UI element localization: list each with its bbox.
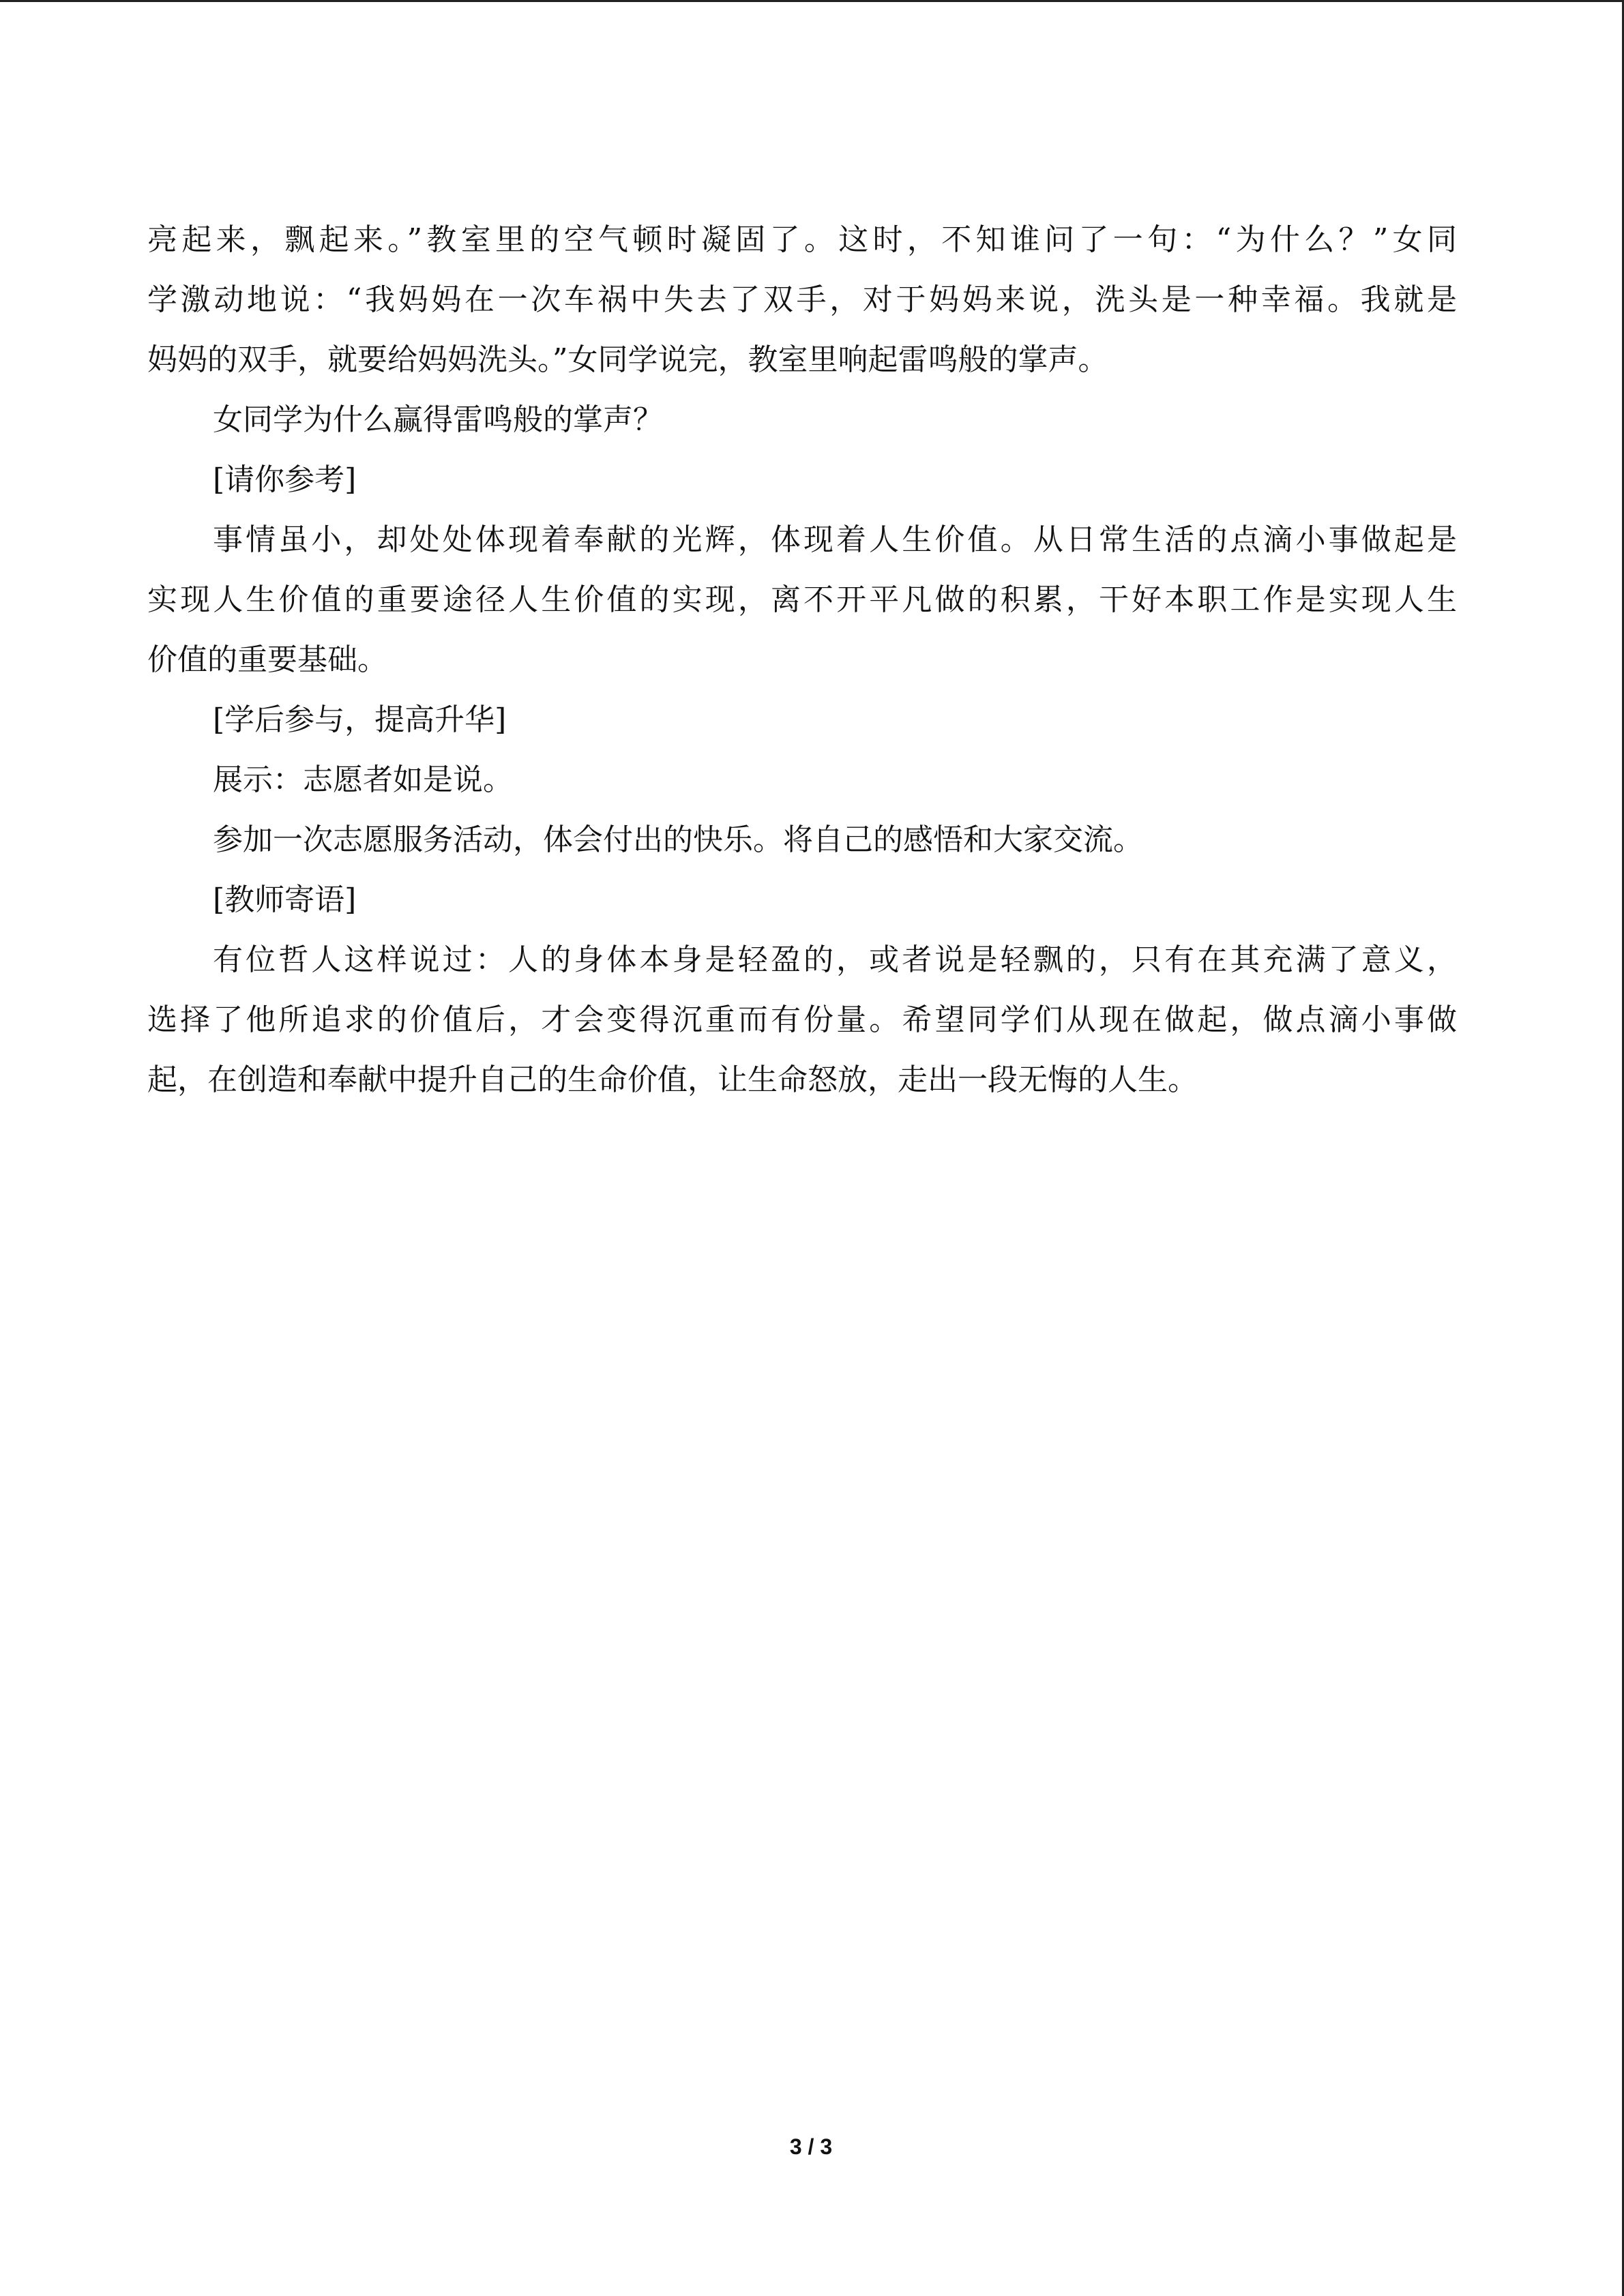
story-line-2: 学激动地说：“我妈妈在一次车祸中失去了双手，对于妈妈来说，洗头是一种幸福。我就是: [147, 282, 1457, 317]
question-paragraph: 女同学为什么赢得雷鸣般的掌声？: [213, 402, 663, 437]
reference-heading: [请你参考]: [213, 462, 357, 497]
reference-line-1: 事情虽小，却处处体现着奉献的光辉，体现着人生价值。从日常生活的点滴小事做起是: [213, 522, 1457, 557]
reference-line-2: 实现人生价值的重要途径人生价值的实现，离不开平凡做的积累，干好本职工作是实现人生: [147, 582, 1457, 617]
story-line-1: 亮起来，飘起来。”教室里的空气顿时凝固了。这时，不知谁问了一句：“为什么？”女同: [147, 222, 1457, 257]
display-paragraph: 展示：志愿者如是说。: [213, 762, 513, 797]
activity-paragraph: 参加一次志愿服务活动，体会付出的快乐。将自己的感悟和大家交流。: [213, 822, 1143, 857]
teacher-line-3: 起，在创造和奉献中提升自己的生命价值，让生命怒放，走出一段无悔的人生。: [147, 1062, 1198, 1097]
teacher-heading: [教师寄语]: [213, 882, 357, 917]
teacher-line-1: 有位哲人这样说过：人的身体本身是轻盈的，或者说是轻飘的，只有在其充满了意义，: [213, 942, 1457, 977]
reference-line-3: 价值的重要基础。: [147, 642, 387, 677]
page-number: 3 / 3: [789, 2134, 833, 2159]
page-body: [147, 210, 1457, 1110]
story-line-3: 妈妈的双手，就要给妈妈洗头。”女同学说完，教室里响起雷鸣般的掌声。: [147, 342, 1108, 377]
after-class-heading: [学后参与，提高升华]: [213, 702, 507, 737]
teacher-line-2: 选择了他所追求的价值后，才会变得沉重而有份量。希望同学们从现在做起，做点滴小事做: [147, 1002, 1457, 1037]
